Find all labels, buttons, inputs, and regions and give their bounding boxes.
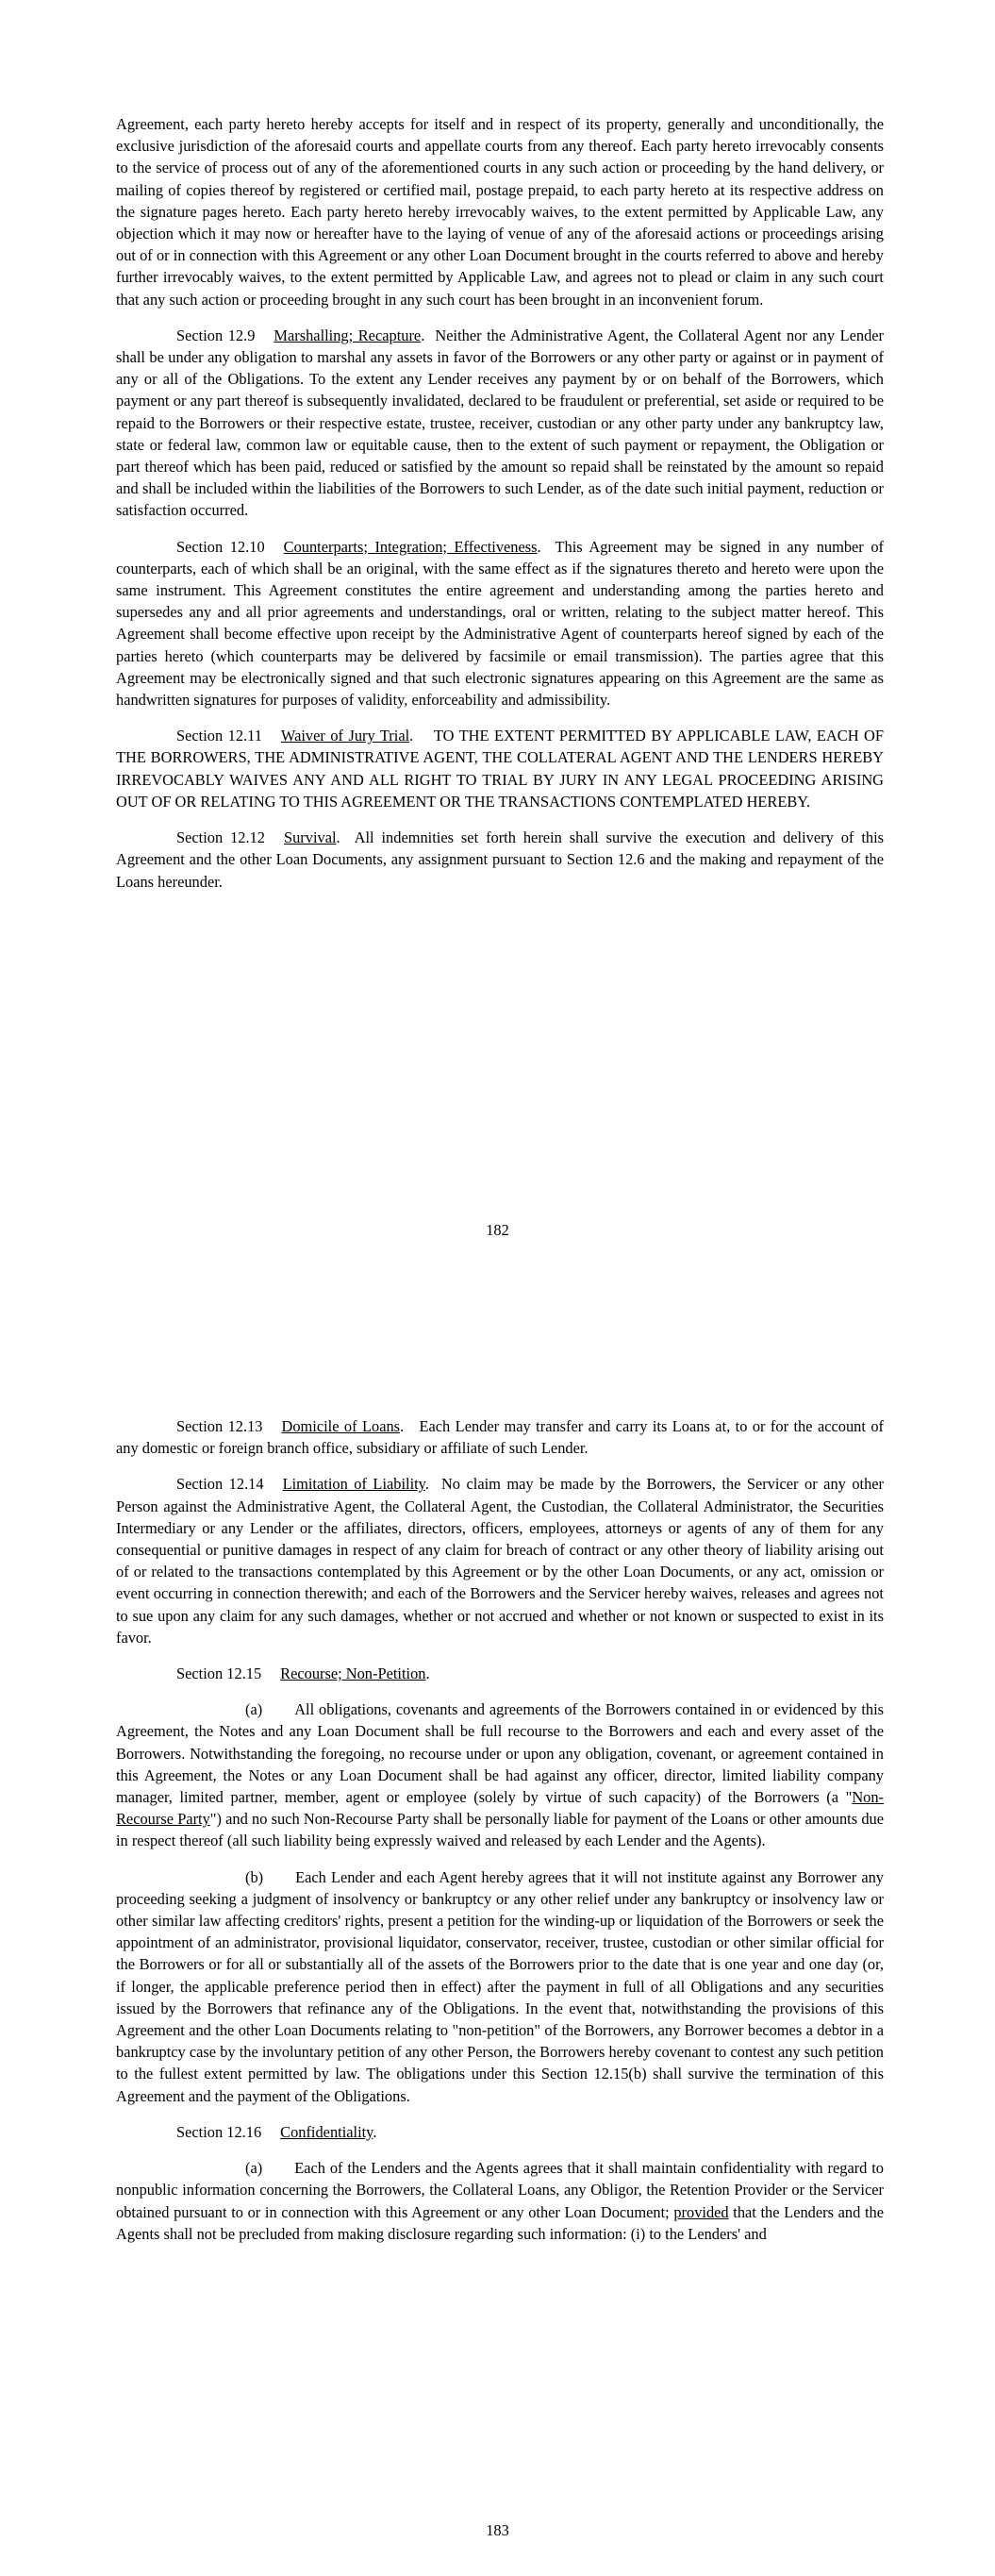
page-182-content	[116, 113, 884, 907]
section-12-15-a	[116, 1698, 884, 1851]
defined-term: Non-Recourse Party	[116, 1788, 884, 1829]
section-number: Section 12.16	[176, 2122, 262, 2141]
section-number: Section 12.9	[176, 326, 256, 344]
section-number: Section 12.13	[176, 1417, 263, 1435]
opening-paragraph: Agreement, each party hereto hereby accepts for itself and in respect of its property, generally and unconditionally, the exclusive jurisdiction of the aforesaid courts and appellate courts from any thereof. Each party hereto irrevocably consents to the service of process out of any of the aforementioned courts in any such action or proceeding by the hand delivery, or mailing of copies thereof by registered or certified mail, postage prepaid, to each party hereto at its respective address on the signature pages hereto. Each party hereto hereby irrevocably waives, to the extent permitted by Applicable Law, any objection which it may now or hereafter have to the laying of venue of any of the aforesaid actions or proceedings arising out of or in connection with this Agreement or any other Loan Document brought in the courts referred to above and hereby further irrevocably waives, to the extent permitted by Applicable Law, and agrees not to plead or claim in any such court that any such action or proceeding brought in any such court has been brought in an inconvenient forum.	[116, 115, 884, 309]
section-text: All indemnities set forth herein shall survive the execution and delivery of this Agreement and the other Loan Documents, any assignment pursuant to Section 12.6 and the making and repayment of the Loans hereunder.	[116, 828, 884, 891]
section-heading: Recourse; Non-Petition	[280, 1664, 426, 1683]
page-182	[0, 0, 995, 1264]
section-number: Section 12.10	[176, 537, 265, 556]
section-number: Section 12.14	[176, 1475, 264, 1494]
section-heading: Waiver of Jury Trial	[280, 727, 410, 745]
section-12-15-b	[116, 1866, 884, 2107]
section-12-15: Section 12.15 Recourse; Non-Petition.	[176, 1664, 430, 1683]
provided-term: provided	[673, 2202, 729, 2221]
section-text: Neither the Administrative Agent, the Collateral Agent nor any Lender shall be under any obligation to marshal any assets in favor of the Borrowers or any other party or against or in payment of any or all of the Obligations. To the extent any Lender receives any payment by or on behalf of the Borrowers, which payment or any part thereof is subsequently invalidated, declared to be fraudulent or preferential, set aside or required to be repaid to the Borrowers or their respective estate, trustee, receiver, custodian or any other party under any bankruptcy law, state or federal law, common law or equitable cause, then to the extent of such payment or repayment, the Obligation or part thereof which has been paid, reduced or satisfied by the amount so repaid shall be reinstated by the amount so repaid and shall be included within the liabilities of the Borrowers to such Lender, as of the date such initial payment, reduction or satisfaction occurred.	[116, 326, 885, 520]
clause-label: (a)	[245, 1700, 263, 1719]
page-183-content	[116, 1415, 884, 2259]
clause-text: All obligations, covenants and agreements of the Borrowers contained in or evidenced by this Agreement, the Notes and any Loan Document shall be full recourse to the Borrowers and each and every asset of the Borrowers. Notwithstanding the foregoing, no recourse under or upon any obligation, covenant, or agreement contained in this Agreement, the Notes or any Loan Document shall be had against any officer, director, limited liability company manager, limited partner, member, agent or employee (solely by virtue of such capacity) of the Borrowers (a "	[116, 1700, 884, 1807]
page-number: 182	[486, 1221, 509, 1239]
section-heading: Domicile of Loans	[281, 1417, 401, 1435]
clause-label: (b)	[245, 1867, 264, 1886]
section-text: Each Lender may transfer and carry its Loans at, to or for the account of any domestic or foreign branch office, subsidiary or affiliate of such Lender.	[116, 1417, 885, 1458]
clause-text: that the Lenders and the Agents shall not be precluded from making disclosure regarding such information: (i) to the Lenders' and	[116, 2202, 884, 2243]
clause-text: ") and no such Non-Recourse Party shall be personally liable for payment of the Loans or other amounts due in respect thereof (all such liability being expressly waived and released by each Lender and the Agents).	[116, 1810, 884, 1850]
section-12-16: Section 12.16 Confidentiality.	[176, 2122, 377, 2141]
page-number: 183	[486, 2521, 509, 2539]
section-12-13: Section 12.13 Domicile of Loans. Each Lender may transfer and carry its Loans at, to or for the account of any domestic or foreign branch office, subsidiary or affiliate of such Lender.	[116, 1417, 885, 1458]
section-number: Section 12.12	[176, 828, 265, 847]
section-number: Section 12.11	[176, 727, 262, 745]
section-heading: Limitation of Liability	[282, 1475, 425, 1494]
section-12-16-a	[116, 2157, 884, 2245]
section-text: No claim may be made by the Borrowers, the Servicer or any other Person against the Administrative Agent, the Collateral Agent, the Custodian, the Collateral Administrator, the Securities Intermediary or any Lender or the affiliates, directors, officers, employees, attorneys or agents of any of them for any consequential or punitive damages in respect of any claim for breach of contract or any other theory of liability arising out of or related to the transactions contemplated by this Agreement or by the other Loan Documents, or any act, omission or event occurring in connection therewith; and each of the Borrowers and the Servicer hereby waives, releases and agrees not to sue upon any claim for any such damages, whether or not accrued and whether or not known or suspected to exist in its favor.	[116, 1475, 885, 1647]
section-12-12: Section 12.12 Survival. All indemnities set forth herein shall survive the execution and delivery of this Agreement and the other Loan Documents, any assignment pursuant to Section 12.6 and the making and repayment of the Loans hereunder.	[116, 828, 884, 891]
section-12-9: Section 12.9 Marshalling; Recapture. Neither the Administrative Agent, the Collateral Agent nor any Lender shall be under any obligation to marshal any assets in favor of the Borrowers or any other party or against or in payment of any or all of the Obligations. To the extent any Lender receives any payment by or on behalf of the Borrowers, which payment or any part thereof is subsequently invalidated, declared to be fraudulent or preferential, set aside or required to be repaid to the Borrowers or their respective estate, trustee, receiver, custodian or any other party under any bankruptcy law, state or federal law, common law or equitable cause, then to the extent of such payment or repayment, the Obligation or part thereof which has been paid, reduced or satisfied by the amount so repaid shall be reinstated by the amount so repaid and shall be included within the liabilities of the Borrowers to such Lender, as of the date such initial payment, reduction or satisfaction occurred.	[116, 326, 885, 520]
clause-text: Each Lender and each Agent hereby agrees that it will not institute against any Borrower any proceeding seeking a judgment of insolvency or bankruptcy or any other relief under any bankruptcy or insolvency law or other similar law affecting creditors' rights, present a petition for the winding-up or liquidation of the Borrowers or seek the appointment of an administrator, provisional liquidator, conservator, receiver, trustee, custodian or other similar official for the Borrowers or for all or substantially all of the assets of the Borrowers prior to the date that is one year and one day (or, if longer, the applicable preference period then in effect) after the payment in full of all Obligations and any securities issued by the Borrowers that refinance any of the Obligations. In the event that, notwithstanding the provisions of this Agreement and the other Loan Documents relating to "non-petition" of the Borrowers, any Borrower becomes a debtor in a bankruptcy case by the involuntary petition of any other Person, the Borrowers hereby covenant to contest any such petition to the fullest extent permitted by law. The obligations under this Section 12.15(b) shall survive the termination of this Agreement and the payment of the Obligations.	[116, 1867, 884, 2105]
page-183	[0, 1264, 995, 2576]
section-heading: Confidentiality	[280, 2122, 373, 2141]
section-number: Section 12.15	[176, 1664, 262, 1683]
section-12-11: Section 12.11 Waiver of Jury Trial. TO THE EXTENT PERMITTED BY APPLICABLE LAW, EACH OF THE BORROWERS, THE ADMINISTRATIVE AGENT, THE COLLATERAL AGENT AND THE LENDERS HEREBY IRREVOCABLY WAIVES ANY AND ALL RIGHT TO TRIAL BY JURY IN ANY LEGAL PROCEEDING ARISING OUT OF OR RELATING TO THIS AGREEMENT OR THE TRANSACTIONS CONTEMPLATED HEREBY.	[116, 727, 884, 811]
section-12-14: Section 12.14 Limitation of Liability. No claim may be made by the Borrowers, the Servicer or any other Person against the Administrative Agent, the Collateral Agent, the Custodian, the Collateral Administrator, the Securities Intermediary or any Lender or the affiliates, directors, officers, employees, attorneys or agents of any of them for any consequential or punitive damages in respect of any claim for breach of contract or any other theory of liability arising out of or related to the transactions contemplated by this Agreement or by the other Loan Documents, or any act, omission or event occurring in connection therewith; and each of the Borrowers and the Servicer hereby waives, releases and agrees not to sue upon any claim for any such damages, whether or not accrued and whether or not known or suspected to exist in its favor.	[116, 1475, 885, 1647]
section-heading: Counterparts; Integration; Effectiveness	[283, 537, 538, 556]
section-12-10: Section 12.10 Counterparts; Integration; Effectiveness. This Agreement may be signed in any number of counterparts, each of which shall be an original, with the same effect as if the signatures thereto and hereto were upon the same instrument. This Agreement constitutes the entire agreement and understanding among the parties hereto and supersedes any and all prior agreements and understandings, oral or written, relating to the subject matter hereof. This Agreement shall become effective upon receipt by the Administrative Agent of counterparts hereof signed by each of the parties hereto (which counterparts may be delivered by facsimile or email transmission). The parties agree that this Agreement may be electronically signed and that such electronic signatures appearing on this Agreement are the same as handwritten signatures for purposes of validity, enforceability and admissibility.	[116, 537, 885, 710]
section-text: TO THE EXTENT PERMITTED BY APPLICABLE LAW, EACH OF THE BORROWERS, THE ADMINISTRATIVE AGENT, THE COLLATERAL AGENT AND THE LENDERS HEREBY IRREVOCABLY WAIVES ANY AND ALL RIGHT TO TRIAL BY JURY IN ANY LEGAL PROCEEDING ARISING OUT OF OR RELATING TO THIS AGREEMENT OR THE TRANSACTIONS CONTEMPLATED HEREBY.	[116, 727, 884, 811]
clause-text: Each of the Lenders and the Agents agrees that it shall maintain confidentiality with regard to nonpublic information concerning the Borrowers, the Collateral Loans, any Obligor, the Retention Provider or the Servicer obtained pursuant to or in connection with this Agreement or any other Loan Document;	[116, 2159, 884, 2221]
clause-label: (a)	[245, 2159, 263, 2178]
section-heading: Survival	[283, 828, 337, 847]
section-heading: Marshalling; Recapture	[274, 326, 422, 344]
section-text: This Agreement may be signed in any number of counterparts, each of which shall be an original, with the same effect as if the signatures thereto and hereto were upon the same instrument. This Agreement constitutes the entire agreement and understanding among the parties hereto and supersedes any and all prior agreements and understandings, oral or written, relating to the subject matter hereof. This Agreement shall become effective upon receipt by the Administrative Agent of counterparts hereof signed by each of the parties hereto (which counterparts may be delivered by facsimile or email transmission). The parties agree that this Agreement may be electronically signed and that such electronic signatures appearing on this Agreement are the same as handwritten signatures for purposes of validity, enforceability and admissibility.	[116, 537, 885, 710]
